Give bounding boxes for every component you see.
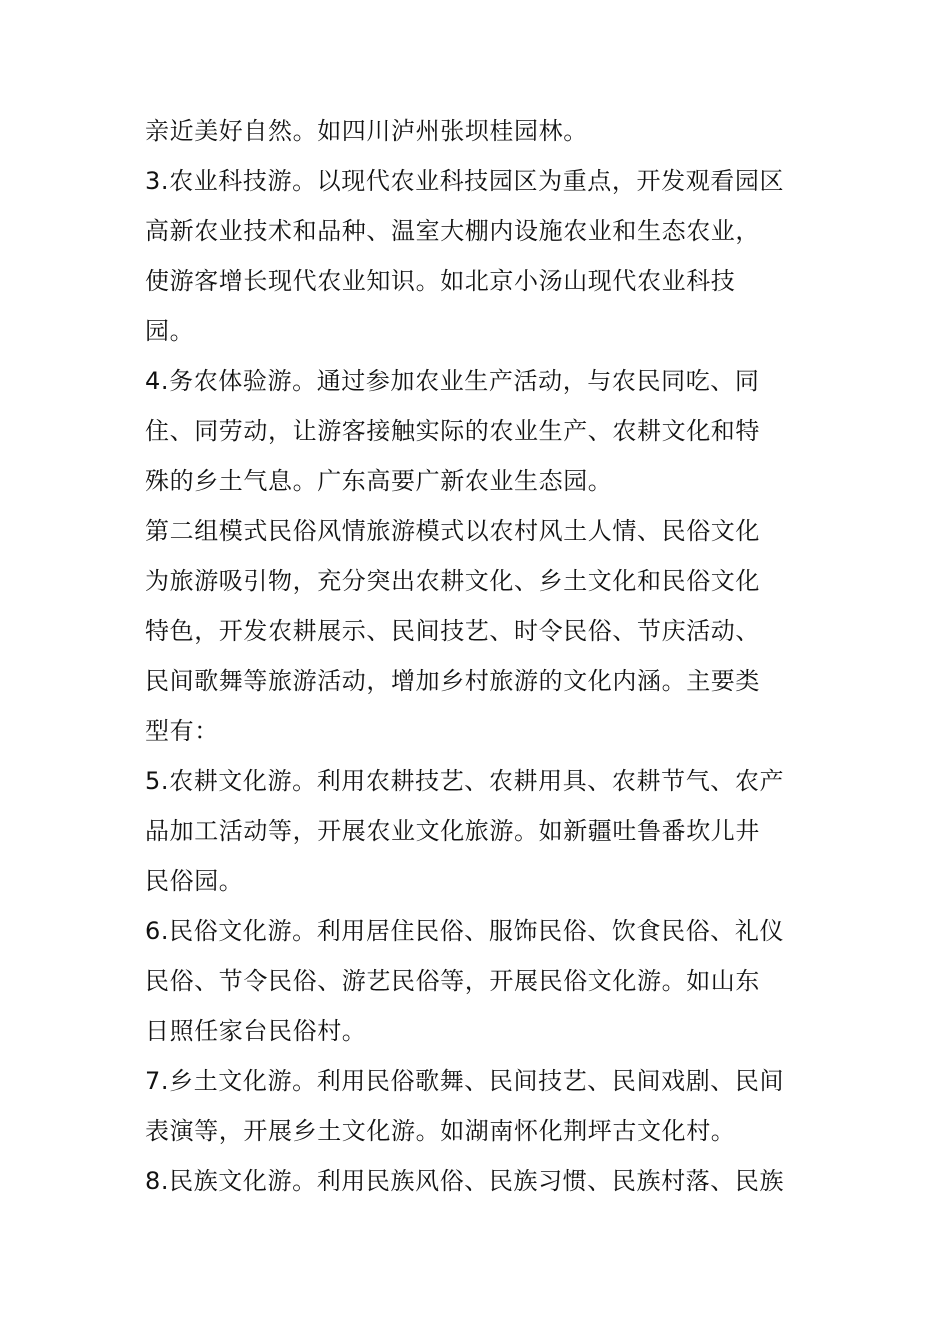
text-line: 日照任家台民俗村。 — [145, 1017, 367, 1045]
text-line: 3.农业科技游。以现代农业科技园区为重点，开发观看园区 — [145, 167, 785, 195]
text-line: 8.民族文化游。利用民族风俗、民族习惯、民族村落、民族 — [145, 1167, 785, 1195]
text-line: 5.农耕文化游。利用农耕技艺、农耕用具、农耕节气、农产 — [145, 767, 785, 795]
body-text — [145, 106, 815, 1206]
text-line: 6.民俗文化游。利用居住民俗、服饰民俗、饮食民俗、礼仪 — [145, 917, 785, 945]
text-line: 4.务农体验游。通过参加农业生产活动，与农民同吃、同 — [145, 367, 760, 395]
text-line: 园。 — [145, 317, 195, 345]
text-line: 品加工活动等，开展农业文化旅游。如新疆吐鲁番坎儿井 — [145, 817, 760, 845]
text-line: 第二组模式民俗风情旅游模式以农村风土人情、民俗文化 — [145, 517, 760, 545]
text-line: 民俗园。 — [145, 867, 244, 895]
text-line: 殊的乡土气息。广东高要广新农业生态园。 — [145, 467, 613, 495]
text-line: 表演等，开展乡土文化游。如湖南怀化荆坪古文化村。 — [145, 1117, 736, 1145]
text-line: 住、同劳动，让游客接触实际的农业生产、农耕文化和特 — [145, 417, 760, 445]
text-line: 7.乡土文化游。利用民俗歌舞、民间技艺、民间戏剧、民间 — [145, 1067, 785, 1095]
text-line: 民俗、节令民俗、游艺民俗等，开展民俗文化游。如山东 — [145, 967, 760, 995]
text-line: 亲近美好自然。如四川泸州张坝桂园林。 — [145, 117, 588, 145]
text-line: 使游客增长现代农业知识。如北京小汤山现代农业科技 — [145, 267, 736, 295]
text-line: 高新农业技术和品种、温室大棚内设施农业和生态农业， — [145, 217, 760, 245]
text-line: 为旅游吸引物，充分突出农耕文化、乡土文化和民俗文化 — [145, 567, 760, 595]
text-line: 民间歌舞等旅游活动，增加乡村旅游的文化内涵。主要类 — [145, 667, 760, 695]
text-line: 特色，开发农耕展示、民间技艺、时令民俗、节庆活动、 — [145, 617, 760, 645]
text-line: 型有： — [145, 717, 219, 745]
